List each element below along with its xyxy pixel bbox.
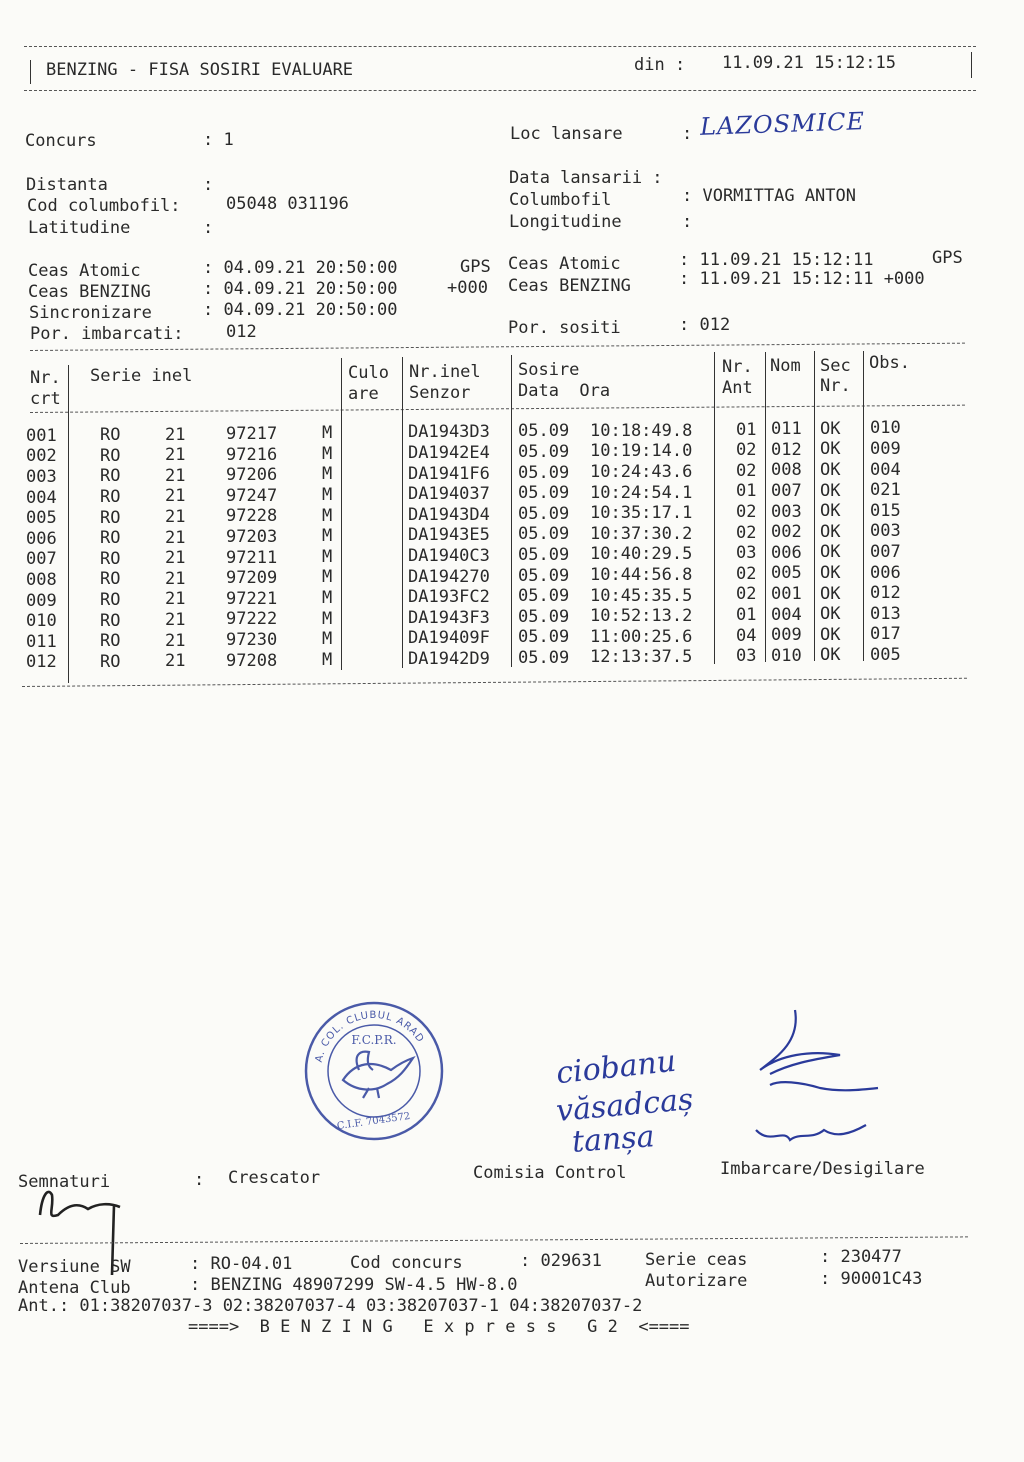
sincronizare-value: : 04.09.21 20:50:00 [203, 300, 398, 320]
autorizare-value: : 90001C43 [820, 1269, 923, 1289]
table-row [0, 644, 1024, 674]
cod-columbofil-value: 05048 031196 [226, 194, 349, 214]
header-sosire: Sosire [518, 360, 580, 380]
cell-nr-crt: 012 [26, 652, 57, 673]
cell-security: OK [820, 604, 841, 625]
ceas-benzing-start-value: : 04.09.21 20:50:00 [203, 279, 398, 299]
cell-arrival-date: 05.09 [518, 545, 570, 566]
cell-antenna: 04 [736, 625, 757, 646]
din-timestamp: 11.09.21 15:12:15 [722, 53, 896, 73]
header-top-rule [24, 46, 976, 47]
cell-sensor-id: DA1943F3 [408, 607, 490, 628]
cell-obs: 021 [870, 480, 901, 501]
cell-antenna: 02 [736, 440, 757, 461]
header-nr-inel: Nr.inel [409, 362, 481, 382]
ceas-benzing-end-label: Ceas BENZING [508, 276, 631, 296]
cell-nr-crt: 004 [26, 487, 57, 508]
longitudine-label: Longitudine [509, 212, 622, 232]
cell-arrival-time: 10:24:54.1 [590, 482, 693, 503]
cell-sensor-id: DA1943D3 [408, 422, 490, 443]
cell-nom: 012 [771, 439, 802, 460]
cell-sex: M [322, 649, 333, 670]
cell-year: 21 [165, 445, 186, 466]
antena-club-label: Antena Club [18, 1278, 131, 1298]
cell-arrival-time: 10:52:13.2 [590, 606, 693, 627]
stamp-center-text: F.C.P.R. [351, 1033, 397, 1047]
cell-year: 21 [165, 424, 186, 445]
header-nr-ant-1: Nr. [722, 357, 753, 377]
cell-sensor-id: DA194037 [408, 484, 490, 505]
por-imbarcati-label: Por. imbarcati: [30, 324, 184, 344]
cell-security: OK [820, 542, 841, 563]
antenna-serials: Ant.: 01:38207037-3 02:38207037-4 03:38207037-1 04:38207037-2 [18, 1296, 643, 1316]
cell-ring-number: 97228 [226, 506, 278, 527]
header-left-border [30, 60, 31, 84]
cell-sensor-id: DA1943E5 [408, 525, 490, 546]
cell-nom: 009 [771, 625, 802, 646]
cell-obs: 012 [870, 583, 901, 604]
header-obs: Obs. [869, 353, 910, 373]
cell-ring-number: 97247 [226, 485, 278, 506]
cell-year: 21 [165, 548, 186, 569]
cell-nr-crt: 006 [26, 528, 57, 549]
cell-obs: 005 [870, 644, 901, 665]
cell-country: RO [100, 631, 121, 652]
cell-nr-crt: 009 [26, 590, 57, 611]
cell-nom: 004 [771, 604, 802, 625]
cell-arrival-time: 10:35:17.1 [590, 503, 693, 524]
stamp-ring-text: A. COL. CLUBUL ARAD [313, 1009, 426, 1064]
signature-comisia-1 [740, 1000, 890, 1170]
cell-year: 21 [165, 651, 186, 672]
cell-year: 21 [165, 568, 186, 589]
cell-obs: 007 [870, 541, 901, 562]
cell-ring-number: 97221 [226, 588, 278, 609]
header-nom: Nom [770, 356, 801, 376]
cell-security: OK [820, 459, 841, 480]
cell-year: 21 [165, 589, 186, 610]
cell-nr-crt: 011 [26, 631, 57, 652]
fcpr-stamp [303, 1000, 445, 1142]
cell-obs: 003 [870, 521, 901, 542]
cell-nom: 006 [771, 542, 802, 563]
cell-country: RO [100, 507, 121, 528]
cell-obs: 015 [870, 500, 901, 521]
cell-security: OK [820, 480, 841, 501]
cell-nr-crt: 002 [26, 446, 57, 467]
cell-year: 21 [165, 527, 186, 548]
header-sec-2: Nr. [820, 376, 851, 396]
cell-ring-number: 97230 [226, 630, 278, 651]
cell-country: RO [100, 589, 121, 610]
cell-antenna: 02 [736, 460, 757, 481]
cell-sex: M [322, 608, 333, 629]
cell-arrival-date: 05.09 [518, 524, 570, 545]
cell-nom: 010 [771, 645, 802, 666]
cell-country: RO [100, 610, 121, 631]
cell-security: OK [820, 562, 841, 583]
loc-lansare-label: Loc lansare [510, 124, 623, 144]
stamp-cif-text: C.I.F. 7043572 [336, 1110, 412, 1133]
cell-nom: 005 [771, 563, 802, 584]
cell-country: RO [100, 445, 121, 466]
ceas-atomic-start-label: Ceas Atomic [28, 261, 141, 281]
longitudine-value: : [682, 212, 693, 232]
cell-security: OK [820, 521, 841, 542]
cell-nom: 011 [771, 419, 802, 440]
cell-country: RO [100, 651, 121, 672]
cell-security: OK [820, 583, 841, 604]
cell-antenna: 01 [736, 604, 757, 625]
dove-icon [343, 1052, 413, 1098]
header-senzor: Senzor [409, 383, 471, 403]
cod-concurs-value: : 029631 [520, 1251, 602, 1271]
header-serie-inel: Serie inel [90, 366, 193, 386]
cell-nom: 008 [771, 460, 802, 481]
din-label: din : [634, 55, 686, 75]
cell-arrival-time: 10:44:56.8 [590, 565, 693, 586]
cell-arrival-time: 10:19:14.0 [590, 441, 693, 462]
cell-antenna: 02 [736, 563, 757, 584]
signature-name-ciobanu: ciobanu [554, 1043, 678, 1092]
cell-obs: 010 [870, 418, 901, 439]
cell-arrival-time: 10:45:35.5 [590, 585, 693, 606]
cell-nom: 003 [771, 501, 802, 522]
header-right-border [971, 52, 972, 78]
cell-ring-number: 97217 [226, 424, 278, 445]
cell-country: RO [100, 486, 121, 507]
latitudine-label: Latitudine [28, 218, 131, 238]
cell-country: RO [100, 548, 121, 569]
cell-arrival-date: 05.09 [518, 462, 570, 483]
ceas-benzing-start-suffix: +000 [447, 278, 488, 298]
cell-year: 21 [165, 506, 186, 527]
cell-sensor-id: DA194270 [408, 566, 490, 587]
cell-arrival-time: 11:00:25.6 [590, 626, 693, 647]
cell-security: OK [820, 501, 841, 522]
header-nr-ant-2: Ant [722, 378, 753, 398]
cell-obs: 009 [870, 438, 901, 459]
cell-ring-number: 97206 [226, 465, 278, 486]
sincronizare-label: Sincronizare [29, 303, 152, 323]
ceas-atomic-start-suffix: GPS [460, 257, 491, 277]
cell-security: OK [820, 439, 841, 460]
por-sositi-label: Por. sositi [508, 318, 621, 338]
antena-club-value: : BENZING 48907299 SW-4.5 HW-8.0 [190, 1275, 518, 1295]
header-culoare-2: are [348, 384, 379, 404]
header-bottom-rule [24, 90, 976, 91]
loc-lansare-handwritten: LAZOSMICE [699, 107, 866, 141]
crescator-label: Crescator [228, 1168, 321, 1188]
serie-ceas-value: : 230477 [820, 1247, 902, 1267]
semnaturi-label: Semnaturi [18, 1172, 111, 1192]
cell-ring-number: 97203 [226, 527, 278, 548]
footer-rule [20, 1236, 968, 1244]
versiune-sw-value: : RO-04.01 [190, 1254, 293, 1274]
cell-nr-crt: 001 [26, 425, 57, 446]
columbofil-label: Columbofil [509, 190, 612, 210]
cell-antenna: 01 [736, 419, 757, 440]
cell-arrival-date: 05.09 [518, 627, 570, 648]
cell-arrival-time: 10:18:49.8 [590, 420, 693, 441]
latitudine-value: : [203, 218, 214, 238]
cell-sensor-id: DA1943D4 [408, 504, 490, 525]
cell-sex: M [322, 423, 333, 444]
cell-sensor-id: DA1940C3 [408, 546, 490, 567]
por-sositi-value: : 012 [679, 315, 731, 335]
table-header-rule [30, 405, 965, 413]
por-imbarcati-value: 012 [226, 322, 257, 342]
cell-sex: M [322, 546, 333, 567]
cell-sex: M [322, 464, 333, 485]
cell-security: OK [820, 418, 841, 439]
cell-arrival-date: 05.09 [518, 503, 570, 524]
loc-lansare-colon: : [682, 124, 693, 144]
cell-obs: 004 [870, 459, 901, 480]
distanta-label: Distanta [26, 175, 108, 195]
cell-antenna: 01 [736, 481, 757, 502]
cell-sex: M [322, 443, 333, 464]
cell-sex: M [322, 505, 333, 526]
cell-nr-crt: 005 [26, 508, 57, 529]
cell-arrival-time: 12:13:37.5 [590, 647, 693, 668]
cell-country: RO [100, 466, 121, 487]
cell-ring-number: 97209 [226, 568, 278, 589]
cell-arrival-date: 05.09 [518, 648, 570, 669]
cell-arrival-date: 05.09 [518, 565, 570, 586]
signature-name-tansa: tanșa [570, 1119, 656, 1160]
header-nr: Nr. [30, 368, 61, 388]
cell-obs: 017 [870, 624, 901, 645]
versiune-sw-label: Versiune SW [18, 1257, 131, 1277]
cell-sex: M [322, 526, 333, 547]
cell-arrival-time: 10:37:30.2 [590, 523, 693, 544]
ceas-atomic-end-label: Ceas Atomic [508, 254, 621, 274]
cell-antenna: 02 [736, 501, 757, 522]
ceas-atomic-end-suffix: GPS [932, 248, 963, 268]
concurs-label: Concurs [25, 131, 97, 151]
cell-country: RO [100, 569, 121, 590]
cell-sex: M [322, 629, 333, 650]
distanta-value: : [203, 175, 214, 195]
semnaturi-colon: : [194, 1170, 205, 1190]
cell-arrival-time: 10:24:43.6 [590, 462, 693, 483]
serie-ceas-label: Serie ceas [645, 1250, 748, 1270]
cell-nr-crt: 007 [26, 549, 57, 570]
data-lansarii-label: Data lansarii : [509, 168, 663, 188]
cell-country: RO [100, 528, 121, 549]
cell-arrival-date: 05.09 [518, 606, 570, 627]
concurs-value: : 1 [203, 130, 234, 150]
cod-concurs-label: Cod concurs [350, 1253, 463, 1273]
cell-security: OK [820, 645, 841, 666]
cell-sensor-id: DA1941F6 [408, 463, 490, 484]
cell-arrival-time: 10:40:29.5 [590, 544, 693, 565]
table-bottom-rule [22, 678, 967, 687]
cell-antenna: 03 [736, 543, 757, 564]
cell-ring-number: 97208 [226, 650, 278, 671]
cell-ring-number: 97211 [226, 547, 278, 568]
cell-nr-crt: 003 [26, 466, 57, 487]
cell-ring-number: 97216 [226, 444, 278, 465]
cell-antenna: 03 [736, 646, 757, 667]
header-sec-1: Sec [820, 356, 851, 376]
autorizare-label: Autorizare [645, 1271, 748, 1291]
cell-nom: 001 [771, 584, 802, 605]
cell-ring-number: 97222 [226, 609, 278, 630]
cell-sex: M [322, 567, 333, 588]
cell-year: 21 [165, 630, 186, 651]
cell-arrival-date: 05.09 [518, 483, 570, 504]
ceas-benzing-start-label: Ceas BENZING [28, 282, 151, 302]
cell-antenna: 02 [736, 584, 757, 605]
imbarcare-desigilare-label: Imbarcare/Desigilare [720, 1159, 925, 1179]
cell-nr-crt: 008 [26, 569, 57, 590]
comisia-control-label: Comisia Control [473, 1163, 627, 1183]
ceas-benzing-end-value: : 11.09.21 15:12:11 +000 [679, 269, 925, 289]
cell-nom: 002 [771, 522, 802, 543]
cod-columbofil-label: Cod columbofil: [27, 196, 181, 216]
columbofil-name: : VORMITTAG ANTON [682, 186, 856, 206]
cell-sensor-id: DA193FC2 [408, 587, 490, 608]
cell-year: 21 [165, 465, 186, 486]
header-crt: crt [30, 389, 61, 409]
cell-year: 21 [165, 486, 186, 507]
ceas-atomic-start-value: : 04.09.21 20:50:00 [203, 258, 398, 278]
cell-arrival-date: 05.09 [518, 442, 570, 463]
cell-arrival-date: 05.09 [518, 421, 570, 442]
cell-obs: 006 [870, 562, 901, 583]
ceas-atomic-end-value: : 11.09.21 15:12:11 [679, 250, 874, 270]
report-title: BENZING - FISA SOSIRI EVALUARE [46, 60, 354, 80]
cell-sensor-id: DA1942D9 [408, 649, 490, 670]
signature-name-vasadcas: văsadcaș [554, 1082, 695, 1129]
cell-sensor-id: DA19409F [408, 628, 490, 649]
cell-sensor-id: DA1942E4 [408, 443, 490, 464]
cell-country: RO [100, 425, 121, 446]
benzing-express-brand: ====> B E N Z I N G E x p r e s s G 2 <==== [188, 1317, 690, 1337]
cell-nom: 007 [771, 481, 802, 502]
header-culoare-1: Culo [348, 363, 389, 383]
cell-arrival-date: 05.09 [518, 586, 570, 607]
cell-obs: 013 [870, 603, 901, 624]
cell-year: 21 [165, 609, 186, 630]
header-data-ora: Data Ora [518, 381, 611, 401]
cell-sex: M [322, 587, 333, 608]
cell-nr-crt: 010 [26, 611, 57, 632]
cell-security: OK [820, 624, 841, 645]
cell-sex: M [322, 484, 333, 505]
cell-antenna: 02 [736, 522, 757, 543]
